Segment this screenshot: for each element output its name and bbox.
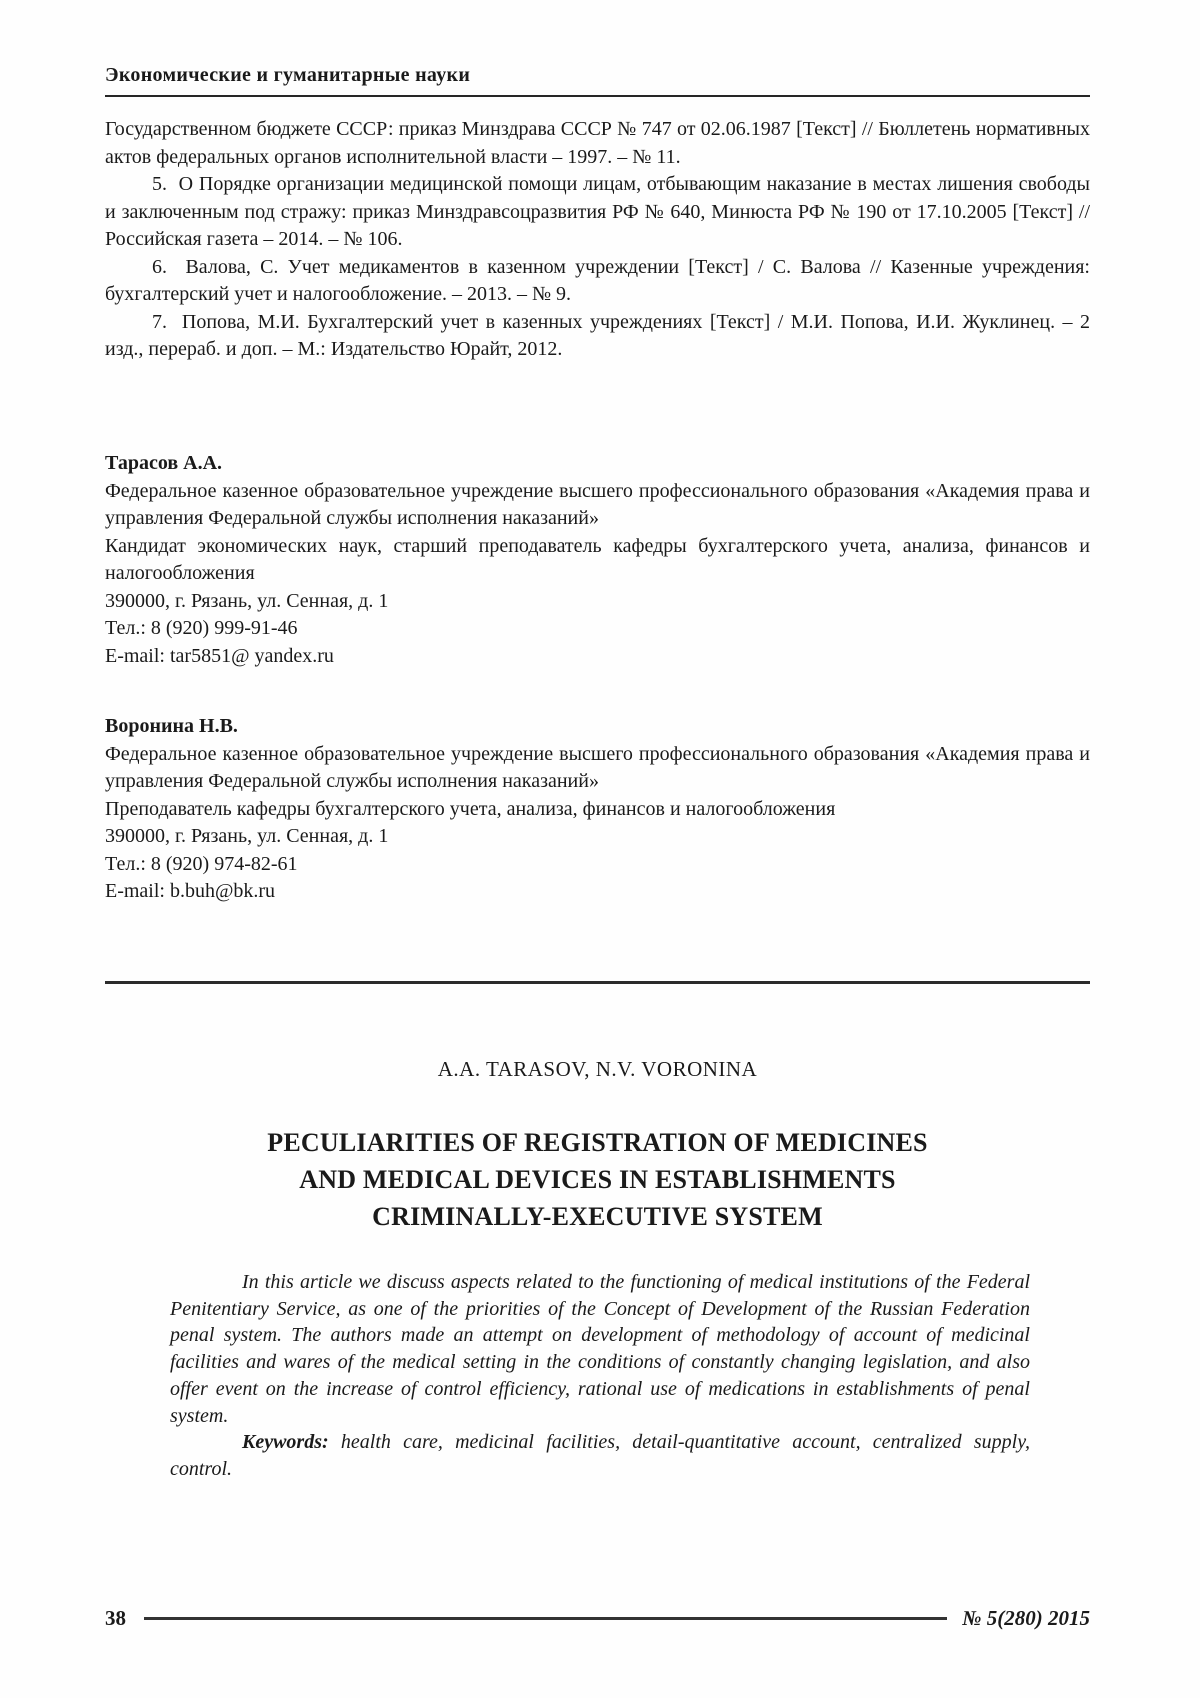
author-address: 390000, г. Рязань, ул. Сенная, д. 1 — [105, 589, 389, 612]
author-info-tarasov — [105, 450, 1090, 670]
author-affiliation: Федеральное казенное образовательное учреждение высшего профессионального образования «Академия права и управления Федеральной службы исполнения наказаний» — [105, 742, 1090, 792]
author-address: 390000, г. Рязань, ул. Сенная, д. 1 — [105, 825, 389, 847]
author-phone: Тел.: 8 (920) 999-91-46 — [105, 617, 298, 639]
keywords-label: Keywords: — [242, 1431, 329, 1454]
article-title-line-2: AND MEDICAL DEVICES IN ESTABLISHMENTS — [299, 1165, 896, 1194]
running-head: Экономические и гуманитарные науки — [105, 63, 1090, 97]
page-number: 38 — [105, 1606, 126, 1630]
author-position: Кандидат экономических наук, старший преподаватель кафедры бухгалтерского учета, анализа, финансов и налогообложения — [105, 534, 1090, 584]
author-name: Тарасов А.А. — [105, 452, 223, 474]
author-email: E-mail: b.buh@bk.ru — [105, 880, 276, 902]
keywords-text: health care, medicinal facilities, detail-quantitative account, centralized supply, control. — [170, 1431, 1030, 1480]
article-title — [105, 1124, 1090, 1235]
references-list — [105, 116, 1090, 364]
author-name: Воронина Н.В. — [105, 715, 238, 737]
author-info-voronina — [105, 713, 1090, 906]
english-authors: A.A. TARASOV, N.V. VORONINA — [437, 1057, 758, 1081]
abstract-block — [170, 1269, 1030, 1483]
footer-rule — [144, 1617, 947, 1620]
article-title-line-3: CRIMINALLY-EXECUTIVE SYSTEM — [372, 1202, 823, 1231]
section-divider — [105, 981, 1090, 984]
article-title-line-1: PECULIARITIES OF REGISTRATION OF MEDICINES — [267, 1128, 928, 1157]
reference-item-7: 7. Попова, М.И. Бухгалтерский учет в казенных учреждениях [Текст] / М.И. Попова, И.И. Жуклинец. – 2 изд., перераб. и доп. – М.: Издательство Юрайт, 2012. — [105, 310, 1090, 360]
issue-label: № 5(280) 2015 — [962, 1606, 1090, 1630]
author-position: Преподаватель кафедры бухгалтерского учета, анализа, финансов и налогообложения — [105, 797, 836, 820]
abstract-text: In this article we discuss aspects related to the functioning of medical institutions of the Federal Penitentiary Service, as one of the priorities of the Concept of Development of the Russian Federation penal system. The authors made an attempt on development of methodology of account of medicinal facilities and wares of the medical setting in the conditions of constantly changing legislation, and also offer event on the increase of control efficiency, rational use of medications in establishments of penal system. — [170, 1271, 1030, 1427]
author-phone: Тел.: 8 (920) 974-82-61 — [105, 852, 298, 875]
author-affiliation: Федеральное казенное образовательное учреждение высшего профессионального образования «Академия права и управления Федеральной службы исполнения наказаний» — [105, 479, 1090, 529]
reference-item-6: 6. Валова, С. Учет медикаментов в казенном учреждении [Текст] / С. Валова // Казенные учреждения: бухгалтерский учет и налогообложение. – 2013. – № 9. — [105, 255, 1090, 305]
reference-item-5: 5. О Порядке организации медицинской помощи лицам, отбывающим наказание в местах лишения свободы и заключенным под стражу: приказ Минздравсоцразвития РФ № 640, Минюста РФ № 190 от 17.10.2005 [Текст] // Российская газета – 2014. – № 106. — [105, 173, 1090, 250]
author-email: E-mail: tar5851@ yandex.ru — [105, 644, 334, 667]
page-footer — [105, 1604, 1090, 1632]
reference-continuation: Государственном бюджете СССР: приказ Минздрава СССР № 747 от 02.06.1987 [Текст] // Бюллетень нормативных актов федеральных органов исполнительной власти – 1997. – № 11. — [105, 118, 1090, 168]
keywords-line — [170, 1429, 1030, 1482]
